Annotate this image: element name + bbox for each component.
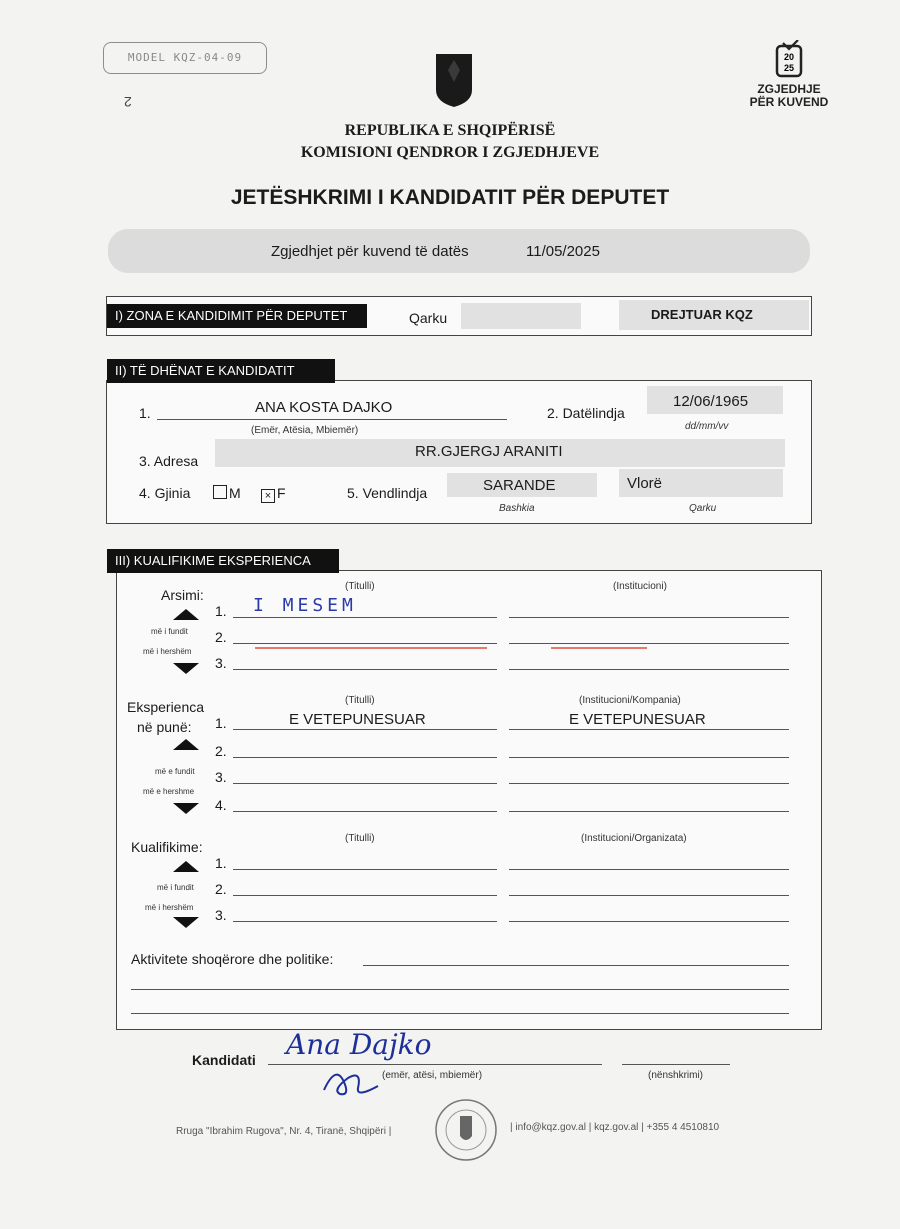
qarku-birth-value: Vlorë xyxy=(627,475,663,492)
election-date-value: 11/05/2025 xyxy=(526,243,600,260)
experience-label-2: në punë: xyxy=(137,719,192,735)
qualifications-row-number: 3. xyxy=(215,907,227,923)
education-title-line[interactable] xyxy=(233,669,497,670)
footer-contact: | info@kqz.gov.al | kqz.gov.al | +355 4 4510810 xyxy=(510,1122,720,1133)
qualifications-title-line[interactable] xyxy=(233,921,497,922)
logo-year-bottom: 25 xyxy=(783,63,795,73)
education-earliest: më i hershëm xyxy=(143,647,192,656)
experience-inst-line[interactable] xyxy=(509,783,789,784)
logo-line1: ZGJEDHJE xyxy=(757,82,821,96)
education-row-number: 2. xyxy=(215,629,227,645)
experience-inst-line[interactable] xyxy=(509,729,789,730)
education-row-number: 3. xyxy=(215,655,227,671)
model-label: MODEL KQZ-04-09 xyxy=(103,42,267,74)
directed-kqz-label: DREJTUAR KQZ xyxy=(651,307,753,322)
experience-inst-value: E VETEPUNESUAR xyxy=(569,711,706,728)
qualifications-latest: më i fundit xyxy=(157,883,194,892)
commission-name: KOMISIONI QENDROR I ZGJEDHJEVE xyxy=(300,144,600,161)
experience-title-line[interactable] xyxy=(233,783,497,784)
education-title-line[interactable] xyxy=(233,643,497,644)
address-value: RR.GJERGJ ARANITI xyxy=(415,443,563,460)
qarku-birth-caption: Qarku xyxy=(689,503,717,514)
gender-label: 4. Gjinia xyxy=(139,485,191,501)
section-candidate-heading: II) TË DHËNAT E KANDIDATIT xyxy=(107,359,335,383)
experience-row-number: 4. xyxy=(215,797,227,813)
election-date-label: Zgjedhjet për kuvend të datës xyxy=(271,243,469,260)
signature-name-line[interactable] xyxy=(268,1064,602,1065)
bashkia-caption: Bashkia xyxy=(499,503,535,514)
name-field-line xyxy=(157,419,507,420)
qualifications-col-inst: (Institucioni/Organizata) xyxy=(581,833,687,844)
experience-inst-line[interactable] xyxy=(509,757,789,758)
candidate-name: ANA KOSTA DAJKO xyxy=(255,399,393,416)
section-qualifications xyxy=(115,553,822,1030)
experience-row-number: 3. xyxy=(215,769,227,785)
dob-caption: dd/mm/vv xyxy=(685,421,729,432)
experience-title-line[interactable] xyxy=(233,811,497,812)
experience-title-line[interactable] xyxy=(233,729,497,730)
activities-line-3[interactable] xyxy=(131,1013,789,1014)
dob-value: 12/06/1965 xyxy=(673,393,749,410)
qualifications-inst-line[interactable] xyxy=(509,895,789,896)
latest-arrow-icon xyxy=(173,861,199,872)
eagle-emblem-icon xyxy=(434,48,474,108)
signature-sign-caption: (nënshkrimi) xyxy=(648,1070,704,1081)
education-latest: më i fundit xyxy=(151,627,188,636)
gender-m-checkbox[interactable] xyxy=(213,485,227,499)
experience-label: Eksperienca xyxy=(127,699,205,715)
earliest-arrow-icon xyxy=(173,663,199,674)
election-logo xyxy=(748,40,830,109)
dob-label: 2. Datëlindja xyxy=(547,405,625,421)
section-candidate xyxy=(106,363,812,524)
education-row-number: 1. xyxy=(215,603,227,619)
gender-f-checkbox[interactable]: × xyxy=(261,489,275,503)
gender-f-option[interactable]: × F xyxy=(261,485,286,503)
name-number: 1. xyxy=(139,405,151,421)
qualifications-row-number: 2. xyxy=(215,881,227,897)
earliest-arrow-icon xyxy=(173,917,199,928)
latest-arrow-icon xyxy=(173,739,199,750)
experience-title-line[interactable] xyxy=(233,757,497,758)
qualifications-title-line[interactable] xyxy=(233,895,497,896)
qualifications-inst-line[interactable] xyxy=(509,869,789,870)
qarku-label: Qarku xyxy=(409,310,448,326)
section-zone xyxy=(106,296,812,336)
education-title-line[interactable] xyxy=(233,617,497,618)
address-label: 3. Adresa xyxy=(139,453,199,469)
handwritten-name: Ana Dajko xyxy=(286,1028,432,1061)
activities-line-2[interactable] xyxy=(131,989,789,990)
birthplace-label: 5. Vendlindja xyxy=(347,485,428,501)
experience-row-number: 1. xyxy=(215,715,227,731)
qualifications-row-number: 1. xyxy=(215,855,227,871)
experience-row-number: 2. xyxy=(215,743,227,759)
footer-address: Rruga "Ibrahim Rugova", Nr. 4, Tiranë, Shqipëri | xyxy=(176,1126,392,1137)
education-col-title: (Titulli) xyxy=(345,581,375,592)
signature-name-caption: (emër, atësi, mbiemër) xyxy=(382,1070,483,1081)
bashkia-value: SARANDE xyxy=(483,477,556,494)
qualifications-col-title: (Titulli) xyxy=(345,833,375,844)
qualifications-inst-line[interactable] xyxy=(509,921,789,922)
page-number: 2 xyxy=(124,94,132,110)
republic-heading xyxy=(0,120,900,164)
latest-arrow-icon xyxy=(173,609,199,620)
experience-latest: më e fundit xyxy=(155,767,195,776)
education-col-inst: (Institucioni) xyxy=(613,581,667,592)
signature-scribble xyxy=(318,1060,388,1100)
logo-line2: PËR KUVEND xyxy=(749,95,829,109)
qarku-field[interactable] xyxy=(461,303,581,329)
education-inst-line[interactable] xyxy=(509,669,789,670)
experience-col-title: (Titulli) xyxy=(345,695,375,706)
section-qualifications-heading: III) KUALIFIKIME EKSPERIENCA xyxy=(107,549,339,573)
red-underline xyxy=(551,647,647,649)
republic-name: REPUBLIKA E SHQIPËRISË xyxy=(344,122,556,139)
kqz-seal-icon xyxy=(434,1098,498,1162)
signature-sign-line[interactable] xyxy=(622,1064,730,1065)
education-inst-line[interactable] xyxy=(509,617,789,618)
ballot-box-icon xyxy=(774,40,804,78)
section-zone-heading: I) ZONA E KANDIDIMIT PËR DEPUTET xyxy=(107,304,367,328)
page-title: JETËSHKRIMI I KANDIDATIT PËR DEPUTET xyxy=(230,186,670,209)
name-caption: (Emër, Atësia, Mbiemër) xyxy=(251,425,359,436)
activities-line-1[interactable] xyxy=(363,965,789,966)
candidate-signature-label: Kandidati xyxy=(192,1052,256,1068)
qualifications-label: Kualifikime: xyxy=(131,839,203,855)
education-title-value: I MESEM xyxy=(253,595,357,616)
activities-label: Aktivitete shoqërore dhe politike: xyxy=(131,951,334,967)
red-underline xyxy=(255,647,487,649)
qualifications-earliest: më i hershëm xyxy=(145,903,194,912)
qualifications-title-line[interactable] xyxy=(233,869,497,870)
earliest-arrow-icon xyxy=(173,803,199,814)
experience-title-value: E VETEPUNESUAR xyxy=(289,711,426,728)
gender-m-option[interactable]: M xyxy=(213,485,241,501)
logo-year-top: 20 xyxy=(783,52,795,62)
experience-col-inst: (Institucioni/Kompania) xyxy=(579,695,681,706)
education-label: Arsimi: xyxy=(161,587,204,603)
experience-earliest: më e hershme xyxy=(143,787,195,796)
experience-inst-line[interactable] xyxy=(509,811,789,812)
education-inst-line[interactable] xyxy=(509,643,789,644)
election-date-bar xyxy=(108,229,810,273)
